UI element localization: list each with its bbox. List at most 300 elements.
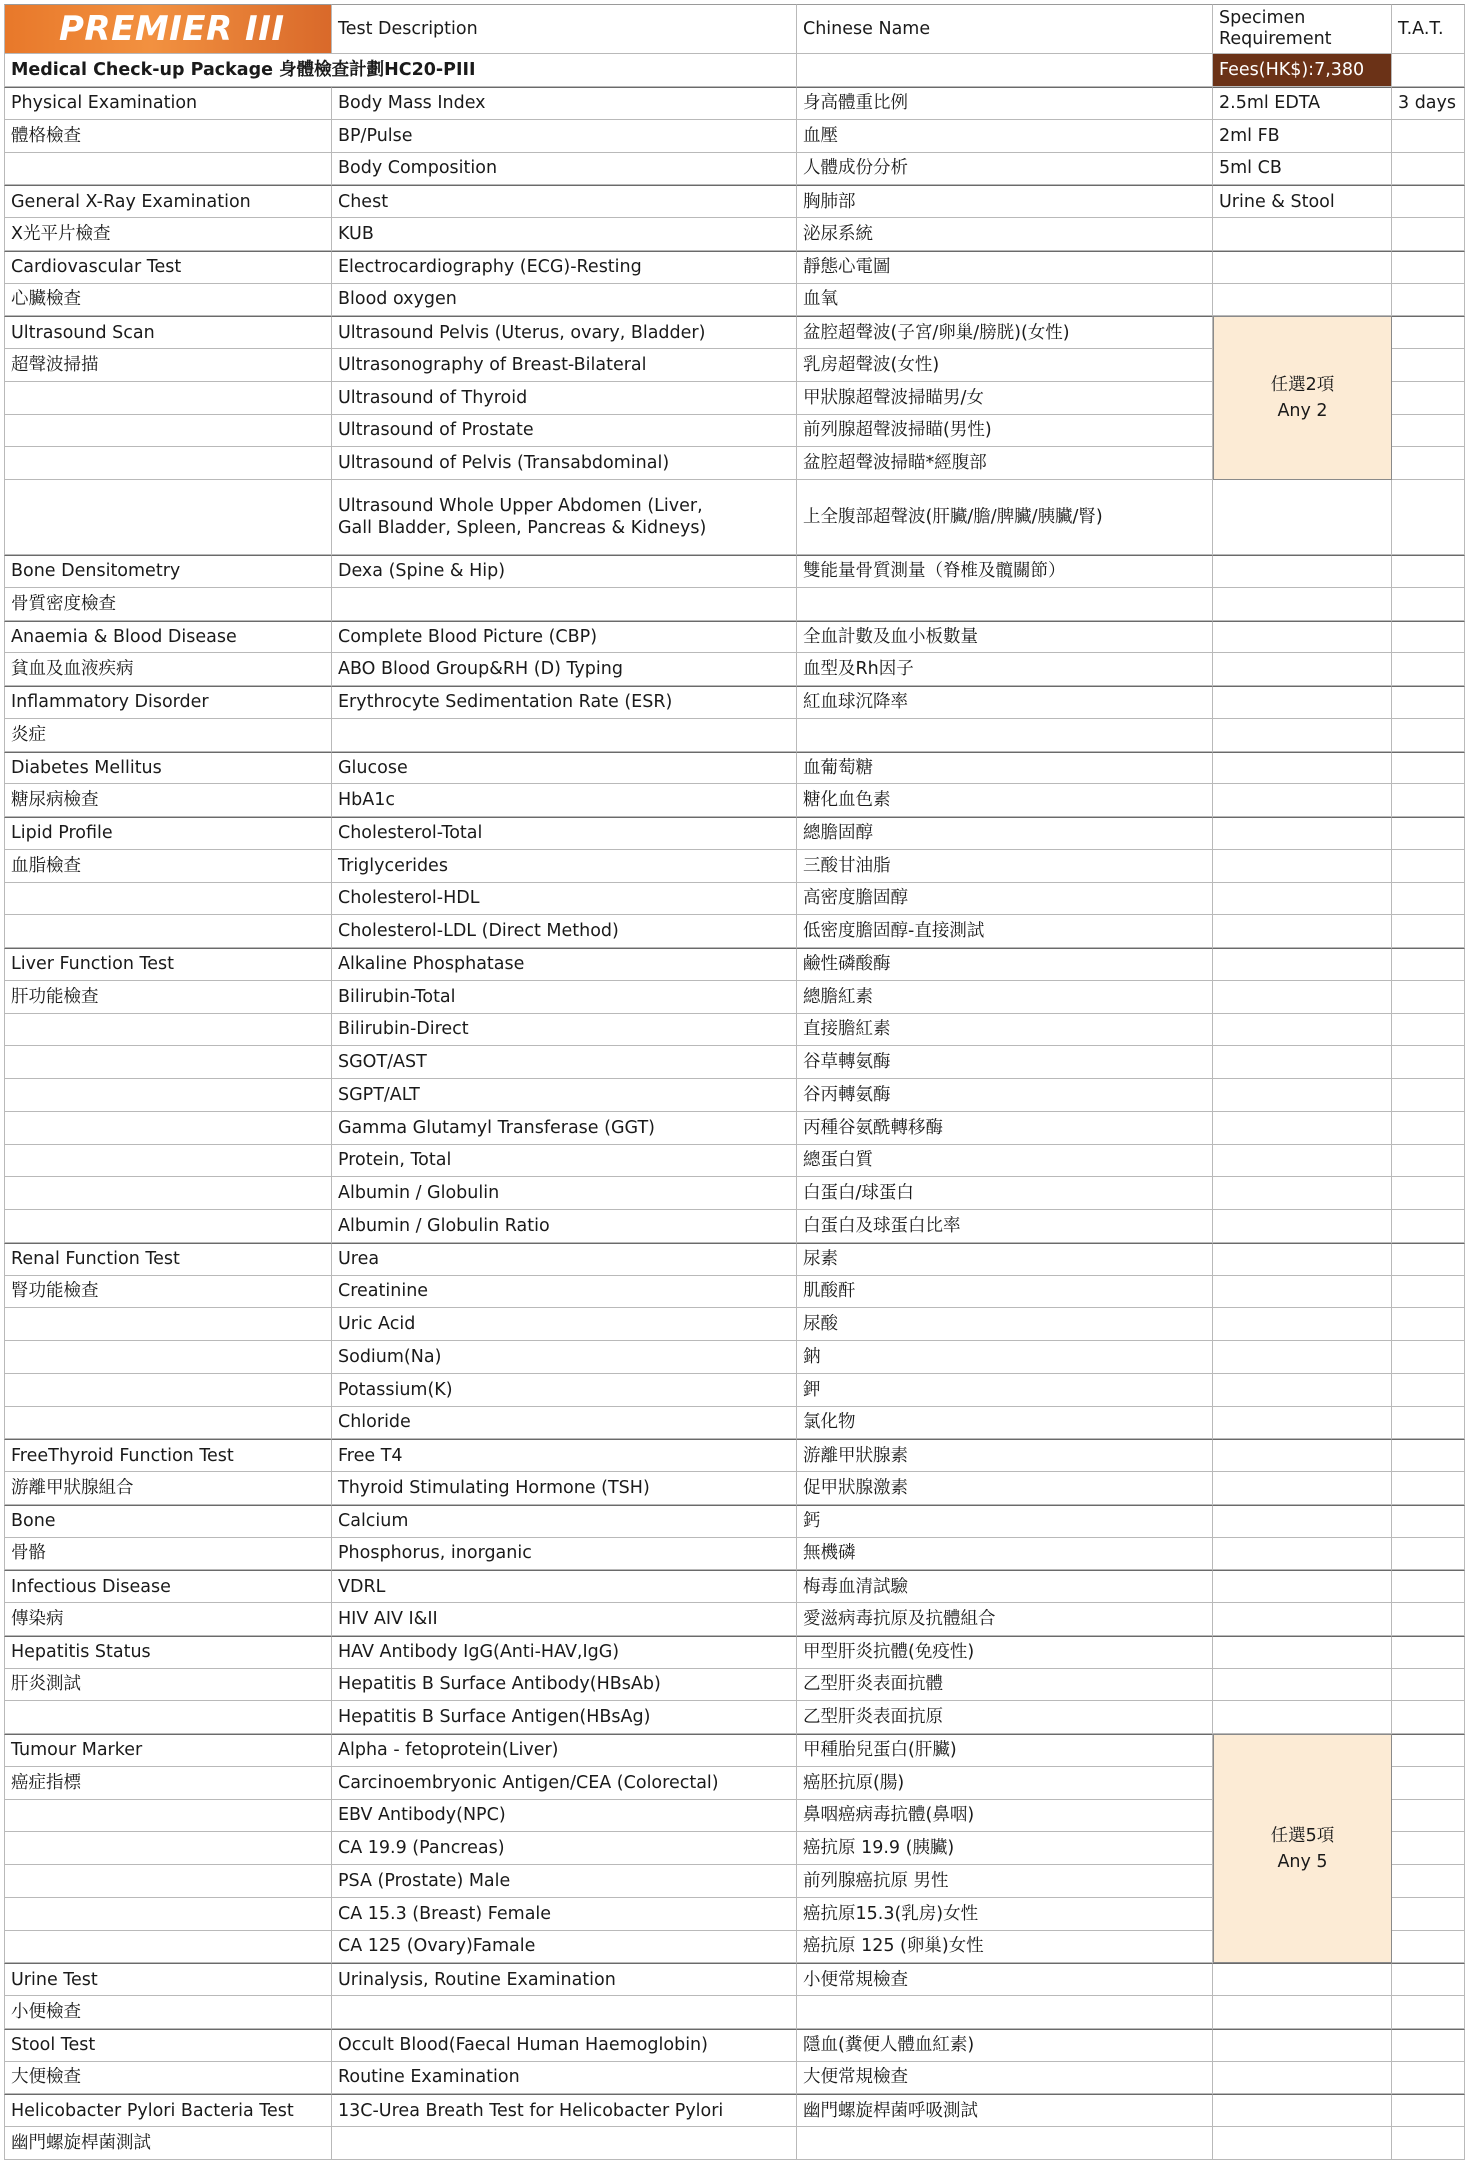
specimen-cell: [1213, 1243, 1392, 1276]
header-specimen-requirement: Specimen Requirement: [1213, 4, 1392, 54]
test-description-cell: 13C-Urea Breath Test for Helicobacter Pylori: [332, 2094, 797, 2127]
test-description-cell: Phosphorus, inorganic: [332, 1538, 797, 1571]
tat-cell: [1392, 1046, 1465, 1079]
specimen-cell: [1213, 719, 1392, 752]
chinese-name-cell: 谷草轉氨酶: [797, 1046, 1213, 1079]
table-row: [4, 719, 1465, 752]
choice-group-box: [1213, 316, 1392, 480]
chinese-name-cell: 白蛋白/球蛋白: [797, 1177, 1213, 1210]
test-description-cell: Creatinine: [332, 1276, 797, 1309]
category-cell: Anaemia & Blood Disease: [4, 621, 332, 654]
category-cell: 骨骼: [4, 1538, 332, 1571]
specimen-cell: [1213, 1669, 1392, 1702]
category-cell: [4, 1865, 332, 1898]
test-description-cell: Potassium(K): [332, 1374, 797, 1407]
table-row: [4, 1210, 1465, 1243]
choice-group-chinese: 任選5項: [1270, 1825, 1335, 1846]
tat-cell: [1392, 1145, 1465, 1178]
package-blank: [797, 54, 1213, 87]
chinese-name-cell: 梅毒血清試驗: [797, 1570, 1213, 1603]
chinese-name-cell: 血葡萄糖: [797, 752, 1213, 785]
specimen-cell: [1213, 1407, 1392, 1440]
specimen-cell: 5ml CB: [1213, 153, 1392, 186]
table-row: [4, 784, 1465, 817]
category-cell: [4, 1832, 332, 1865]
tat-cell: [1392, 1603, 1465, 1636]
specimen-cell: [1213, 1538, 1392, 1571]
chinese-name-cell: 促甲狀腺激素: [797, 1472, 1213, 1505]
tat-cell: [1392, 1931, 1465, 1964]
category-cell: Lipid Profile: [4, 817, 332, 850]
tat-cell: [1392, 2062, 1465, 2095]
specimen-cell: [1213, 1276, 1392, 1309]
table-row: [4, 1014, 1465, 1047]
specimen-cell: [1213, 284, 1392, 317]
table-row: [4, 1963, 1465, 1996]
category-cell: Renal Function Test: [4, 1243, 332, 1276]
category-cell: Inflammatory Disorder: [4, 686, 332, 719]
category-cell: [4, 915, 332, 948]
category-cell: [4, 153, 332, 186]
specimen-cell: [1213, 883, 1392, 916]
test-description-cell: Bilirubin-Direct: [332, 1014, 797, 1047]
chinese-name-cell: 尿素: [797, 1243, 1213, 1276]
chinese-name-cell: 血氧: [797, 284, 1213, 317]
table-row: [4, 1996, 1465, 2029]
tat-cell: [1392, 1341, 1465, 1374]
chinese-name-cell: 谷丙轉氨酶: [797, 1079, 1213, 1112]
test-description-cell: Electrocardiography (ECG)-Resting: [332, 251, 797, 284]
package-row: [4, 54, 1465, 87]
tat-cell: [1392, 1669, 1465, 1702]
table-row: [4, 1603, 1465, 1636]
test-description-cell: Hepatitis B Surface Antibody(HBsAb): [332, 1669, 797, 1702]
test-description-cell: Ultrasonography of Breast-Bilateral: [332, 349, 797, 382]
specimen-cell: [1213, 1014, 1392, 1047]
table-row: [4, 1046, 1465, 1079]
specimen-cell: [1213, 1210, 1392, 1243]
category-cell: [4, 1210, 332, 1243]
chinese-name-cell: 雙能量骨質測量（脊椎及髖關節）: [797, 555, 1213, 588]
table-row: [4, 1177, 1465, 1210]
category-cell: 貧血及血液疾病: [4, 653, 332, 686]
test-description-cell: ABO Blood Group&RH (D) Typing: [332, 653, 797, 686]
chinese-name-cell: 甲型肝炎抗體(免疫性): [797, 1636, 1213, 1669]
tat-cell: [1392, 1570, 1465, 1603]
header-chinese-name: Chinese Name: [797, 4, 1213, 54]
test-description-cell: Uric Acid: [332, 1308, 797, 1341]
tat-cell: [1392, 1308, 1465, 1341]
specimen-cell: [1213, 686, 1392, 719]
chinese-name-cell: 大便常規檢查: [797, 2062, 1213, 2095]
chinese-name-cell: 乙型肝炎表面抗原: [797, 1701, 1213, 1734]
category-cell: 血脂檢查: [4, 850, 332, 883]
category-cell: 體格檢查: [4, 120, 332, 153]
test-description-cell: Thyroid Stimulating Hormone (TSH): [332, 1472, 797, 1505]
chinese-name-cell: 泌尿系統: [797, 218, 1213, 251]
table-row: [4, 251, 1465, 284]
category-cell: 小便檢查: [4, 1996, 332, 2029]
tat-cell: [1392, 349, 1465, 382]
tat-cell: [1392, 251, 1465, 284]
specimen-cell: [1213, 653, 1392, 686]
table-row: [4, 1112, 1465, 1145]
tat-cell: [1392, 1996, 1465, 2029]
chinese-name-cell: 無機磷: [797, 1538, 1213, 1571]
table-row: [4, 153, 1465, 186]
category-cell: Tumour Marker: [4, 1734, 332, 1767]
category-cell: [4, 1145, 332, 1178]
test-description-cell: Erythrocyte Sedimentation Rate (ESR): [332, 686, 797, 719]
test-description-cell: PSA (Prostate) Male: [332, 1865, 797, 1898]
chinese-name-cell: 總膽固醇: [797, 817, 1213, 850]
package-title: Medical Check-up Package 身體檢查計劃HC20-PIII: [4, 54, 797, 87]
specimen-cell: [1213, 1636, 1392, 1669]
tat-cell: [1392, 447, 1465, 480]
tat-cell: [1392, 2029, 1465, 2062]
tat-cell: [1392, 948, 1465, 981]
chinese-name-cell: 乳房超聲波(女性): [797, 349, 1213, 382]
tat-cell: [1392, 1374, 1465, 1407]
category-cell: Physical Examination: [4, 87, 332, 120]
test-description-cell: Cholesterol-HDL: [332, 883, 797, 916]
table-row: [4, 686, 1465, 719]
chinese-name-cell: [797, 2127, 1213, 2160]
category-cell: [4, 447, 332, 480]
table-row: [4, 1407, 1465, 1440]
category-cell: [4, 1308, 332, 1341]
category-cell: 幽門螺旋桿菌測試: [4, 2127, 332, 2160]
tat-cell: [1392, 1832, 1465, 1865]
test-description-cell: HIV AIV I&II: [332, 1603, 797, 1636]
category-cell: 大便檢查: [4, 2062, 332, 2095]
specimen-cell: [1213, 1341, 1392, 1374]
tat-cell: [1392, 1243, 1465, 1276]
chinese-name-cell: 甲種胎兒蛋白(肝臟): [797, 1734, 1213, 1767]
test-description-cell: Urea: [332, 1243, 797, 1276]
category-cell: [4, 1079, 332, 1112]
tat-cell: [1392, 817, 1465, 850]
test-description-cell: HAV Antibody IgG(Anti-HAV,IgG): [332, 1636, 797, 1669]
chinese-name-cell: 尿酸: [797, 1308, 1213, 1341]
category-cell: [4, 480, 332, 555]
specimen-cell: [1213, 1374, 1392, 1407]
test-description-cell: Ultrasound of Thyroid: [332, 382, 797, 415]
category-cell: X光平片檢查: [4, 218, 332, 251]
tat-cell: [1392, 653, 1465, 686]
category-cell: 肝炎測試: [4, 1669, 332, 1702]
category-cell: Ultrasound Scan: [4, 316, 332, 349]
table-row: [4, 981, 1465, 1014]
test-description-cell: CA 19.9 (Pancreas): [332, 1832, 797, 1865]
premier-logo: PREMIER III: [4, 4, 332, 54]
specimen-cell: [1213, 588, 1392, 621]
package-table: [4, 4, 1465, 2161]
category-cell: [4, 382, 332, 415]
table-row: [4, 1570, 1465, 1603]
test-description-cell: Alkaline Phosphatase: [332, 948, 797, 981]
tat-cell: [1392, 1734, 1465, 1767]
tat-cell: [1392, 1177, 1465, 1210]
test-description-cell: HbA1c: [332, 784, 797, 817]
tat-cell: [1392, 1472, 1465, 1505]
category-cell: Urine Test: [4, 1963, 332, 1996]
tat-cell: [1392, 218, 1465, 251]
table-row: [4, 1505, 1465, 1538]
tat-cell: [1392, 915, 1465, 948]
specimen-cell: [1213, 948, 1392, 981]
table-row: [4, 284, 1465, 317]
category-cell: [4, 883, 332, 916]
category-cell: 肝功能檢查: [4, 981, 332, 1014]
specimen-cell: 2.5ml EDTA: [1213, 87, 1392, 120]
table-row: [4, 1341, 1465, 1374]
test-description-cell: Albumin / Globulin Ratio: [332, 1210, 797, 1243]
table-row: [4, 1243, 1465, 1276]
test-description-cell: Urinalysis, Routine Examination: [332, 1963, 797, 1996]
specimen-cell: Urine & Stool: [1213, 185, 1392, 218]
header-tat: T.A.T.: [1392, 4, 1465, 54]
chinese-name-cell: 盆腔超聲波掃瞄*經腹部: [797, 447, 1213, 480]
test-description-cell: Blood oxygen: [332, 284, 797, 317]
tat-cell: [1392, 185, 1465, 218]
table-row: [4, 480, 1465, 555]
chinese-name-cell: 盆腔超聲波(子宮/卵巢/膀胱)(女性): [797, 316, 1213, 349]
specimen-cell: [1213, 1570, 1392, 1603]
table-row: [4, 653, 1465, 686]
tat-cell: [1392, 1505, 1465, 1538]
table-row: [4, 915, 1465, 948]
chinese-name-cell: 鼻咽癌病毒抗體(鼻咽): [797, 1800, 1213, 1833]
specimen-cell: [1213, 1145, 1392, 1178]
category-cell: 游離甲狀腺組合: [4, 1472, 332, 1505]
chinese-name-cell: 前列腺超聲波掃瞄(男性): [797, 415, 1213, 448]
choice-group-english: Any 5: [1277, 1851, 1328, 1872]
chinese-name-cell: 血型及Rh因子: [797, 653, 1213, 686]
category-cell: Liver Function Test: [4, 948, 332, 981]
chinese-name-cell: [797, 1996, 1213, 2029]
chinese-name-cell: 游離甲狀腺素: [797, 1439, 1213, 1472]
chinese-name-cell: 血壓: [797, 120, 1213, 153]
chinese-name-cell: 甲狀腺超聲波掃瞄男/女: [797, 382, 1213, 415]
table-row: [4, 1079, 1465, 1112]
tat-cell: [1392, 1767, 1465, 1800]
table-row: [4, 621, 1465, 654]
table-row: [4, 1538, 1465, 1571]
table-header: [4, 4, 1465, 54]
specimen-cell: [1213, 1603, 1392, 1636]
tat-cell: [1392, 1407, 1465, 1440]
chinese-name-cell: 糖化血色素: [797, 784, 1213, 817]
test-description-cell: CA 15.3 (Breast) Female: [332, 1898, 797, 1931]
table-row: [4, 588, 1465, 621]
chinese-name-cell: 低密度膽固醇-直接測試: [797, 915, 1213, 948]
test-description-cell: KUB: [332, 218, 797, 251]
test-description-cell: Carcinoembryonic Antigen/CEA (Colorectal): [332, 1767, 797, 1800]
specimen-cell: [1213, 1308, 1392, 1341]
category-cell: 心臟檢查: [4, 284, 332, 317]
category-cell: [4, 415, 332, 448]
chinese-name-cell: 身高體重比例: [797, 87, 1213, 120]
chinese-name-cell: 紅血球沉降率: [797, 686, 1213, 719]
chinese-name-cell: 癌胚抗原(腸): [797, 1767, 1213, 1800]
category-cell: [4, 1112, 332, 1145]
tat-cell: [1392, 981, 1465, 1014]
tat-cell: [1392, 752, 1465, 785]
chinese-name-cell: 總膽紅素: [797, 981, 1213, 1014]
category-cell: [4, 1046, 332, 1079]
chinese-name-cell: 總蛋白質: [797, 1145, 1213, 1178]
test-description-cell: Body Composition: [332, 153, 797, 186]
test-description-cell: [332, 588, 797, 621]
tat-cell: 3 days: [1392, 87, 1465, 120]
test-description-cell: Ultrasound of Pelvis (Transabdominal): [332, 447, 797, 480]
chinese-name-cell: 肌酸酐: [797, 1276, 1213, 1309]
chinese-name-cell: [797, 588, 1213, 621]
package-tat-blank: [1392, 54, 1465, 87]
tat-cell: [1392, 719, 1465, 752]
tat-cell: [1392, 1079, 1465, 1112]
test-description-cell: [332, 2127, 797, 2160]
chinese-name-cell: 癌抗原 125 (卵巢)女性: [797, 1931, 1213, 1964]
tat-cell: [1392, 1210, 1465, 1243]
chinese-name-cell: 直接膽紅素: [797, 1014, 1213, 1047]
test-description-cell: Cholesterol-Total: [332, 817, 797, 850]
tat-cell: [1392, 2094, 1465, 2127]
chinese-name-cell: 乙型肝炎表面抗體: [797, 1669, 1213, 1702]
specimen-cell: [1213, 2062, 1392, 2095]
test-description-cell: Gamma Glutamyl Transferase (GGT): [332, 1112, 797, 1145]
test-description-cell: Complete Blood Picture (CBP): [332, 621, 797, 654]
tat-cell: [1392, 1636, 1465, 1669]
category-cell: [4, 1177, 332, 1210]
test-description-cell: Dexa (Spine & Hip): [332, 555, 797, 588]
tat-cell: [1392, 1701, 1465, 1734]
category-cell: 超聲波掃描: [4, 349, 332, 382]
tat-cell: [1392, 555, 1465, 588]
specimen-cell: [1213, 1046, 1392, 1079]
table-row: [4, 2029, 1465, 2062]
chinese-name-cell: 小便常規檢查: [797, 1963, 1213, 1996]
chinese-name-cell: 三酸甘油脂: [797, 850, 1213, 883]
table-row: [4, 1276, 1465, 1309]
test-description-cell: Ultrasound of Prostate: [332, 415, 797, 448]
specimen-cell: [1213, 981, 1392, 1014]
table-row: [4, 1145, 1465, 1178]
specimen-cell: [1213, 784, 1392, 817]
tat-cell: [1392, 686, 1465, 719]
table-row: [4, 850, 1465, 883]
test-description-cell: Alpha - fetoprotein(Liver): [332, 1734, 797, 1767]
chinese-name-cell: 靜態心電圖: [797, 251, 1213, 284]
chinese-name-cell: 前列腺癌抗原 男性: [797, 1865, 1213, 1898]
category-cell: Hepatitis Status: [4, 1636, 332, 1669]
specimen-cell: [1213, 555, 1392, 588]
specimen-cell: [1213, 1079, 1392, 1112]
table-row: [4, 1636, 1465, 1669]
table-row: [4, 2062, 1465, 2095]
fees-badge: Fees(HK$):7,380: [1213, 54, 1392, 87]
test-description-cell: Ultrasound Whole Upper Abdomen (Liver, Gall Bladder, Spleen, Pancreas & Kidneys): [332, 480, 797, 555]
test-description-cell: Triglycerides: [332, 850, 797, 883]
specimen-cell: [1213, 1472, 1392, 1505]
test-description-cell: [332, 1996, 797, 2029]
tat-cell: [1392, 1014, 1465, 1047]
chinese-name-cell: 上全腹部超聲波(肝臟/膽/脾臟/胰臟/腎): [797, 480, 1213, 555]
category-cell: 傳染病: [4, 1603, 332, 1636]
category-cell: 骨質密度檢查: [4, 588, 332, 621]
category-cell: 糖尿病檢查: [4, 784, 332, 817]
specimen-cell: [1213, 2029, 1392, 2062]
test-description-cell: SGPT/ALT: [332, 1079, 797, 1112]
specimen-cell: [1213, 251, 1392, 284]
table-row: [4, 120, 1465, 153]
category-cell: Stool Test: [4, 2029, 332, 2062]
table-row: [4, 185, 1465, 218]
test-description-cell: EBV Antibody(NPC): [332, 1800, 797, 1833]
chinese-name-cell: 胸肺部: [797, 185, 1213, 218]
chinese-name-cell: 高密度膽固醇: [797, 883, 1213, 916]
tat-cell: [1392, 415, 1465, 448]
tat-cell: [1392, 1898, 1465, 1931]
test-description-cell: Chloride: [332, 1407, 797, 1440]
specimen-cell: [1213, 480, 1392, 555]
table-row: [4, 1439, 1465, 1472]
test-description-cell: Hepatitis B Surface Antigen(HBsAg): [332, 1701, 797, 1734]
chinese-name-cell: 全血計數及血小板數量: [797, 621, 1213, 654]
test-description-cell: Sodium(Na): [332, 1341, 797, 1374]
tat-cell: [1392, 1963, 1465, 1996]
table-row: [4, 2127, 1465, 2160]
chinese-name-cell: 癌抗原15.3(乳房)女性: [797, 1898, 1213, 1931]
category-cell: Bone: [4, 1505, 332, 1538]
category-cell: 炎症: [4, 719, 332, 752]
category-cell: [4, 1931, 332, 1964]
table-row: [4, 1374, 1465, 1407]
specimen-cell: [1213, 1963, 1392, 1996]
table-row: [4, 883, 1465, 916]
chinese-name-cell: 愛滋病毒抗原及抗體組合: [797, 1603, 1213, 1636]
table-row: [4, 1308, 1465, 1341]
header-test-description: Test Description: [332, 4, 797, 54]
tat-cell: [1392, 1276, 1465, 1309]
test-description-cell: CA 125 (Ovary)Famale: [332, 1931, 797, 1964]
tat-cell: [1392, 480, 1465, 555]
tat-cell: [1392, 850, 1465, 883]
test-description-cell: Body Mass Index: [332, 87, 797, 120]
specimen-cell: [1213, 915, 1392, 948]
chinese-name-cell: 鹼性磷酸酶: [797, 948, 1213, 981]
table-row: [4, 2094, 1465, 2127]
test-description-cell: Albumin / Globulin: [332, 1177, 797, 1210]
category-cell: [4, 1374, 332, 1407]
test-description-cell: SGOT/AST: [332, 1046, 797, 1079]
tat-cell: [1392, 120, 1465, 153]
category-cell: [4, 1014, 332, 1047]
test-description-cell: BP/Pulse: [332, 120, 797, 153]
category-cell: Cardiovascular Test: [4, 251, 332, 284]
tat-cell: [1392, 1112, 1465, 1145]
table-row: [4, 87, 1465, 120]
tat-cell: [1392, 784, 1465, 817]
chinese-name-cell: 癌抗原 19.9 (胰臟): [797, 1832, 1213, 1865]
tat-cell: [1392, 284, 1465, 317]
tat-cell: [1392, 1439, 1465, 1472]
tat-cell: [1392, 1538, 1465, 1571]
chinese-name-cell: 幽門螺旋桿菌呼吸測試: [797, 2094, 1213, 2127]
test-description-cell: Occult Blood(Faecal Human Haemoglobin): [332, 2029, 797, 2062]
chinese-name-cell: 鉀: [797, 1374, 1213, 1407]
